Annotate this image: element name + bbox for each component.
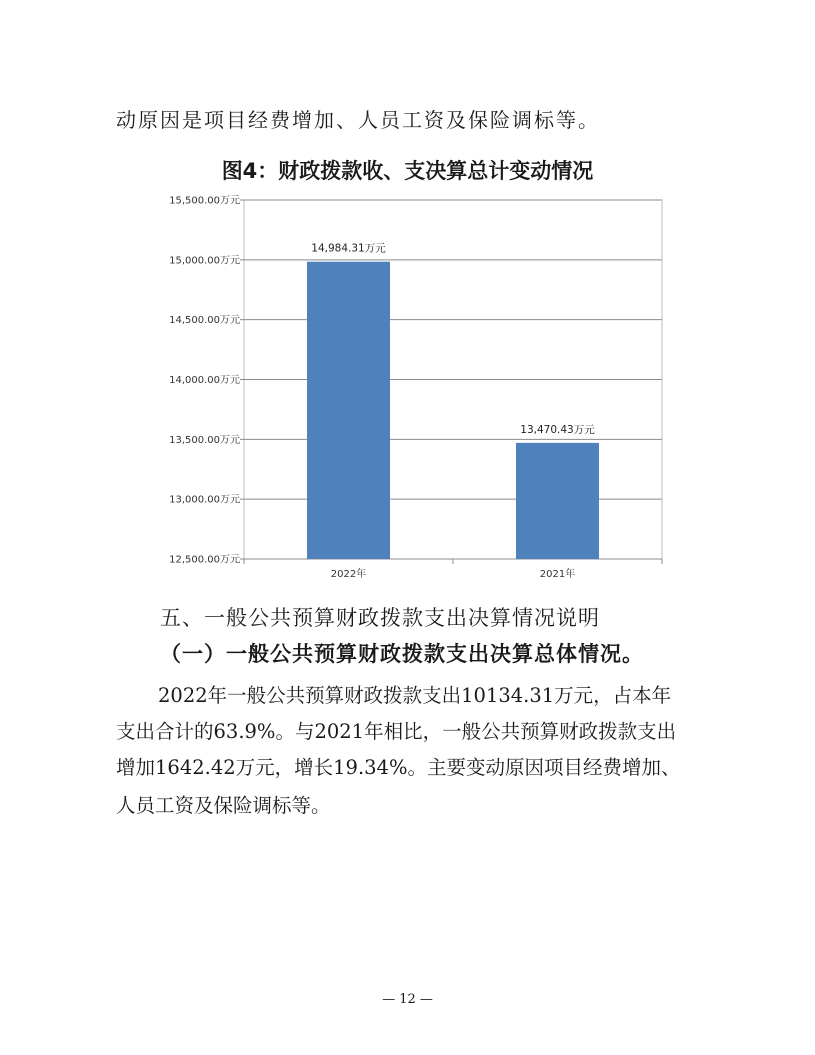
data-label: 13,470.43万元	[520, 423, 595, 436]
bar-1	[516, 443, 599, 559]
chart-title: 图4：财政拨款收、支决算总计变动情况	[221, 159, 594, 183]
intro-text-line: 动原因是项目经费增加、人员工资及保险调标等。	[116, 108, 600, 132]
y-tick-label: 14,000.00万元	[169, 375, 240, 386]
y-tick-label: 13,000.00万元	[169, 494, 240, 506]
y-tick-label: 14,500.00万元	[169, 315, 240, 327]
paragraph-line: 支出合计的63.9%。与2021年相比，一般公共预算财政拨款支出	[116, 720, 677, 743]
section-heading: 五、一般公共预算财政拨款支出决算情况说明	[160, 606, 600, 630]
y-tick-label: 12,500.00万元	[169, 554, 240, 566]
y-axis-ticks	[169, 195, 240, 566]
sub-heading: （一）一般公共预算财政拨款支出决算总体情况。	[160, 641, 644, 666]
bar-chart	[150, 186, 670, 586]
y-tick-label: 13,500.00万元	[169, 434, 240, 446]
bar-0	[307, 262, 390, 559]
x-tick-label: 2021年	[539, 569, 576, 580]
paragraph-line: 增加1642.42万元，增长19.34%。主要变动原因项目经费增加、	[116, 756, 681, 779]
y-tick-label: 15,500.00万元	[169, 195, 240, 207]
chart-bars	[307, 262, 599, 559]
paragraph-line: 2022年一般公共预算财政拨款支出10134.31万元，占本年	[158, 684, 672, 707]
paragraph-line: 人员工资及保险调标等。	[116, 794, 331, 817]
x-axis-ticks	[331, 567, 575, 580]
page-number: — 12 —	[382, 992, 433, 1007]
y-tick-label: 15,000.00万元	[169, 255, 240, 267]
data-label: 14,984.31万元	[311, 242, 386, 255]
x-tick-label: 2022年	[330, 569, 367, 580]
